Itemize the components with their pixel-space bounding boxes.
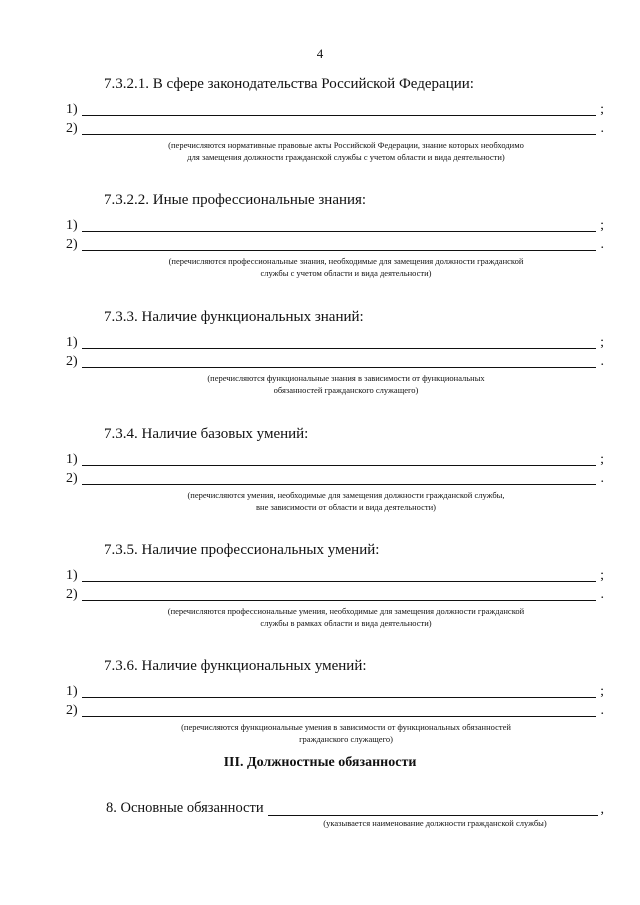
line-number: 2) [66,587,78,602]
line-end-punctuation: . [600,471,604,486]
hint-line: вне зависимости от области и вида деятельности) [256,502,436,512]
fill-line-2[interactable] [66,587,606,603]
underline [82,348,596,349]
fill-line-2[interactable] [66,237,606,253]
page-number: 4 [316,46,324,61]
section-hint [96,489,596,513]
main-duties-row[interactable] [106,800,606,818]
line-number: 1) [66,684,78,699]
section-hint [96,721,596,745]
hint-line: службы с учетом области и вида деятельности) [260,268,432,278]
section-title: 7.3.2.1. В сфере законодательства Российской Федерации: [104,76,474,92]
line-end-punctuation: . [600,587,604,602]
line-end-punctuation: ; [600,218,604,233]
fill-line-1[interactable] [66,452,606,468]
line-end-punctuation: ; [600,102,604,117]
hint-line: (перечисляются профессиональные умения, необходимые для замещения должности гражданской [167,606,525,616]
hint-line: (перечисляются нормативные правовые акты Российской Федерации, знание которых необходимо [168,140,524,150]
line-end-punctuation: . [600,703,604,718]
underline [82,367,596,368]
line-end-punctuation: . [600,237,604,252]
line-end-punctuation: , [600,802,604,817]
section-title: 7.3.6. Наличие функциональных умений: [104,658,367,674]
underline [82,134,596,135]
hint-line: для замещения должности гражданской службы с учетом области и вида деятельности) [187,152,505,162]
underline [82,115,596,116]
line-number: 1) [66,568,78,583]
fill-line-2[interactable] [66,121,606,137]
fill-line-1[interactable] [66,568,606,584]
fill-line-1[interactable] [66,218,606,234]
hint-line: (перечисляются функциональные знания в зависимости от функциональных [207,373,485,383]
line-number: 1) [66,102,78,117]
line-end-punctuation: . [600,354,604,369]
underline [82,600,596,601]
main-duties-hint: (указывается наименование должности гражданской службы) [323,818,547,828]
section-title: 7.3.4. Наличие базовых умений: [104,426,309,442]
hint-line: (перечисляются функциональные умения в зависимости от функциональных обязанностей [181,722,511,732]
underline [82,697,596,698]
part-heading: III. Должностные обязанности [223,755,417,770]
underline [82,250,596,251]
line-number: 1) [66,452,78,467]
underline [82,581,596,582]
main-duties-label: 8. Основные обязанности [106,800,264,816]
line-number: 1) [66,218,78,233]
line-number: 2) [66,471,78,486]
fill-line-1[interactable] [66,335,606,351]
underline [82,231,596,232]
underline [82,716,596,717]
underline [82,484,596,485]
line-number: 2) [66,354,78,369]
section-title: 7.3.5. Наличие профессиональных умений: [104,542,380,558]
line-number: 1) [66,335,78,350]
fill-line-2[interactable] [66,703,606,719]
line-end-punctuation: . [600,121,604,136]
hint-line: службы в рамках области и вида деятельности) [260,618,432,628]
section-hint [96,139,596,163]
line-number: 2) [66,237,78,252]
section-hint [96,605,596,629]
fill-line-1[interactable] [66,684,606,700]
hint-line: (перечисляются умения, необходимые для замещения должности гражданской службы, [187,490,505,500]
line-end-punctuation: ; [600,452,604,467]
section-hint [96,372,596,396]
section-title: 7.3.3. Наличие функциональных знаний: [104,309,364,325]
hint-line: обязанностей гражданского служащего) [273,385,419,395]
fill-line-1[interactable] [66,102,606,118]
fill-line-2[interactable] [66,471,606,487]
hint-line: гражданского служащего) [299,734,393,744]
line-number: 2) [66,703,78,718]
section-title: 7.3.2.2. Иные профессиональные знания: [104,192,367,208]
line-number: 2) [66,121,78,136]
line-end-punctuation: ; [600,335,604,350]
hint-line: (перечисляются профессиональные знания, необходимые для замещения должности гражданской [168,256,524,266]
line-end-punctuation: ; [600,684,604,699]
underline [82,465,596,466]
section-hint [96,255,596,279]
fill-line-2[interactable] [66,354,606,370]
line-end-punctuation: ; [600,568,604,583]
underline [268,815,598,816]
